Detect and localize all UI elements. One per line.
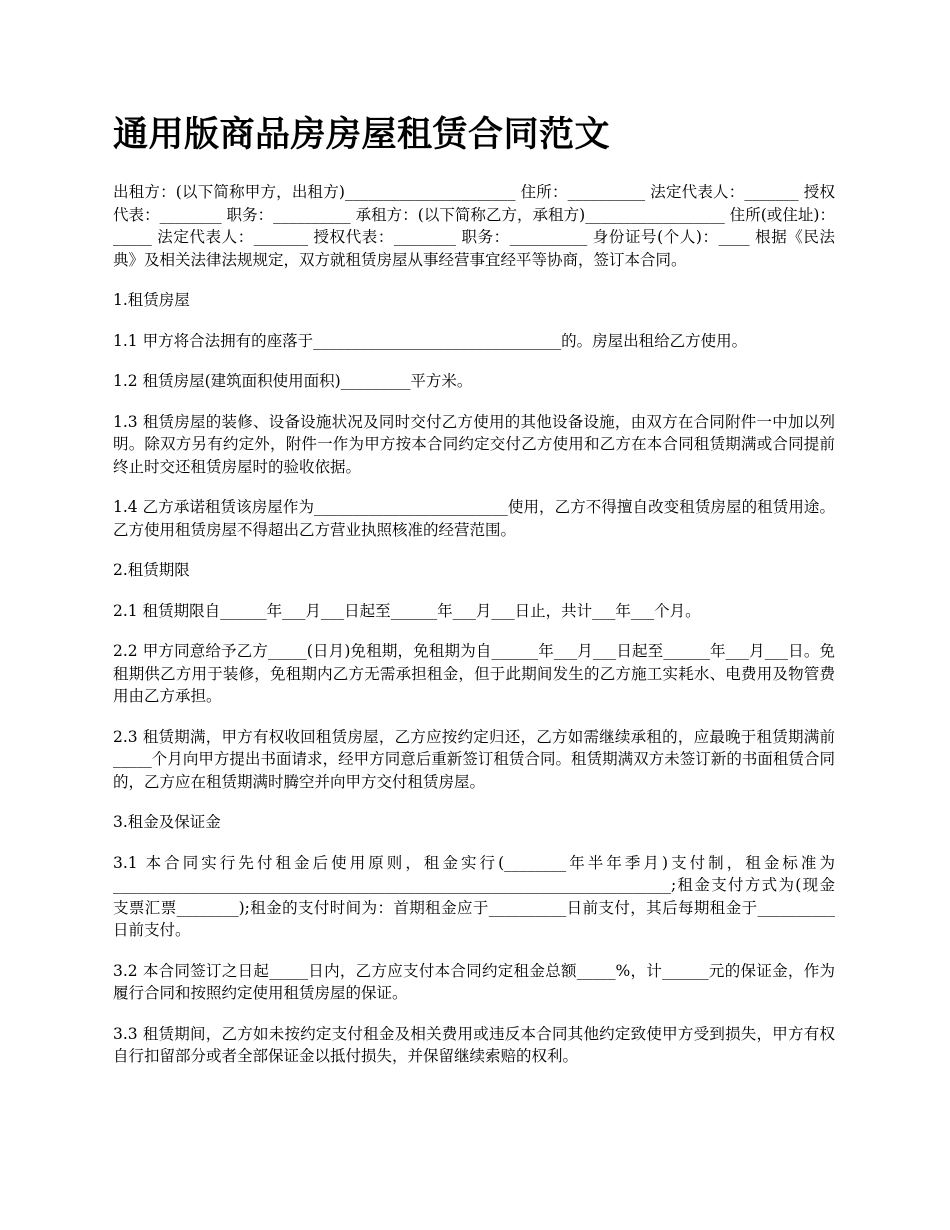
document-body	[113, 181, 835, 1086]
clause-2-1: 2.1 租赁期限自______年___月___日起至______年___月___日止，共计___年___个月。	[113, 601, 701, 620]
clause-1-3: 1.3 租赁房屋的装修、设备设施状况及同时交付乙方使用的其他设备设施，由双方在合同附件一中加以列明。除双方另有约定外，附件一作为甲方按本合同约定交付乙方使用和乙方在本合同租赁期满或合同提前终止时交还租赁房屋时的验收依据。	[113, 412, 835, 476]
clause-3-1: 3.1 本合同实行先付租金后使用原则，租金实行(________年半年季月)支付制，租金标准为 ________________________________________________________________________;租金支付方式为(现金支票汇票________);租金的支付时间为：首期租金应于__________日前支付，其后每期租金于__________日前支付。	[113, 853, 835, 939]
clause-2-3: 2.3 租赁期满，甲方有权收回租赁房屋，乙方应按约定归还，乙方如需继续承租的，应最晚于租赁期满前_____个月向甲方提出书面请求，经甲方同意后重新签订租赁合同。租赁期满双方未签订新的书面租赁合同的，乙方应在租赁期满时腾空并向甲方交付租赁房屋。	[113, 727, 835, 791]
clause-3-3: 3.3 租赁期间，乙方如未按约定支付租金及相关费用或违反本合同其他约定致使甲方受到损失，甲方有权自行扣留部分或者全部保证金以抵付损失，并保留继续索赔的权利。	[113, 1024, 835, 1065]
section-heading-1: 1.租赁房屋	[113, 291, 190, 309]
clause-2-2: 2.2 甲方同意给予乙方_____(日月)免租期，免租期为自______年___月___日起至______年___月___日。免租期供乙方用于装修，免租期内乙方无需承担租金，但于此期间发生的乙方施工实耗水、电费用及物管费用由乙方承担。	[113, 642, 835, 705]
clause-1-2: 1.2 租赁房屋(建筑面积使用面积)_________平方米。	[113, 372, 473, 390]
clause-1-1: 1.1 甲方将合法拥有的座落于________________________________的。房屋出租给乙方使用。	[113, 331, 748, 350]
document-title: 通用版商品房房屋租赁合同范文	[113, 115, 611, 155]
clause-1-4: 1.4 乙方承诺租赁该房屋作为_________________________使用，乙方不得擅自改变租赁房屋的租赁用途。乙方使用租赁房屋不得超出乙方营业执照核准的经营范围。	[113, 498, 835, 539]
section-heading-3: 3.租金及保证金	[113, 813, 221, 831]
section-heading-2: 2.租赁期限	[113, 561, 190, 579]
clause-3-2: 3.2 本合同签订之日起_____日内，乙方应支付本合同约定租金总额_____%，计______元的保证金，作为履行合同和按照约定使用租赁房屋的保证。	[113, 961, 835, 1002]
intro-paragraph: 出租方：(以下简称甲方，出租方)______________________ 住所：__________ 法定代表人：_______ 授权代表：________ 职务：__________ 承租方：(以下简称乙方，承租方)__________________ 住所(或住址)：_____ 法定代表人：_______ 授权代表：________ 职务：__________ 身份证号(个人)：____ 根据《民法典》及相关法律法规规定，双方就租赁房屋从事经营事宜经平等协商，签订本合同。	[113, 183, 835, 269]
